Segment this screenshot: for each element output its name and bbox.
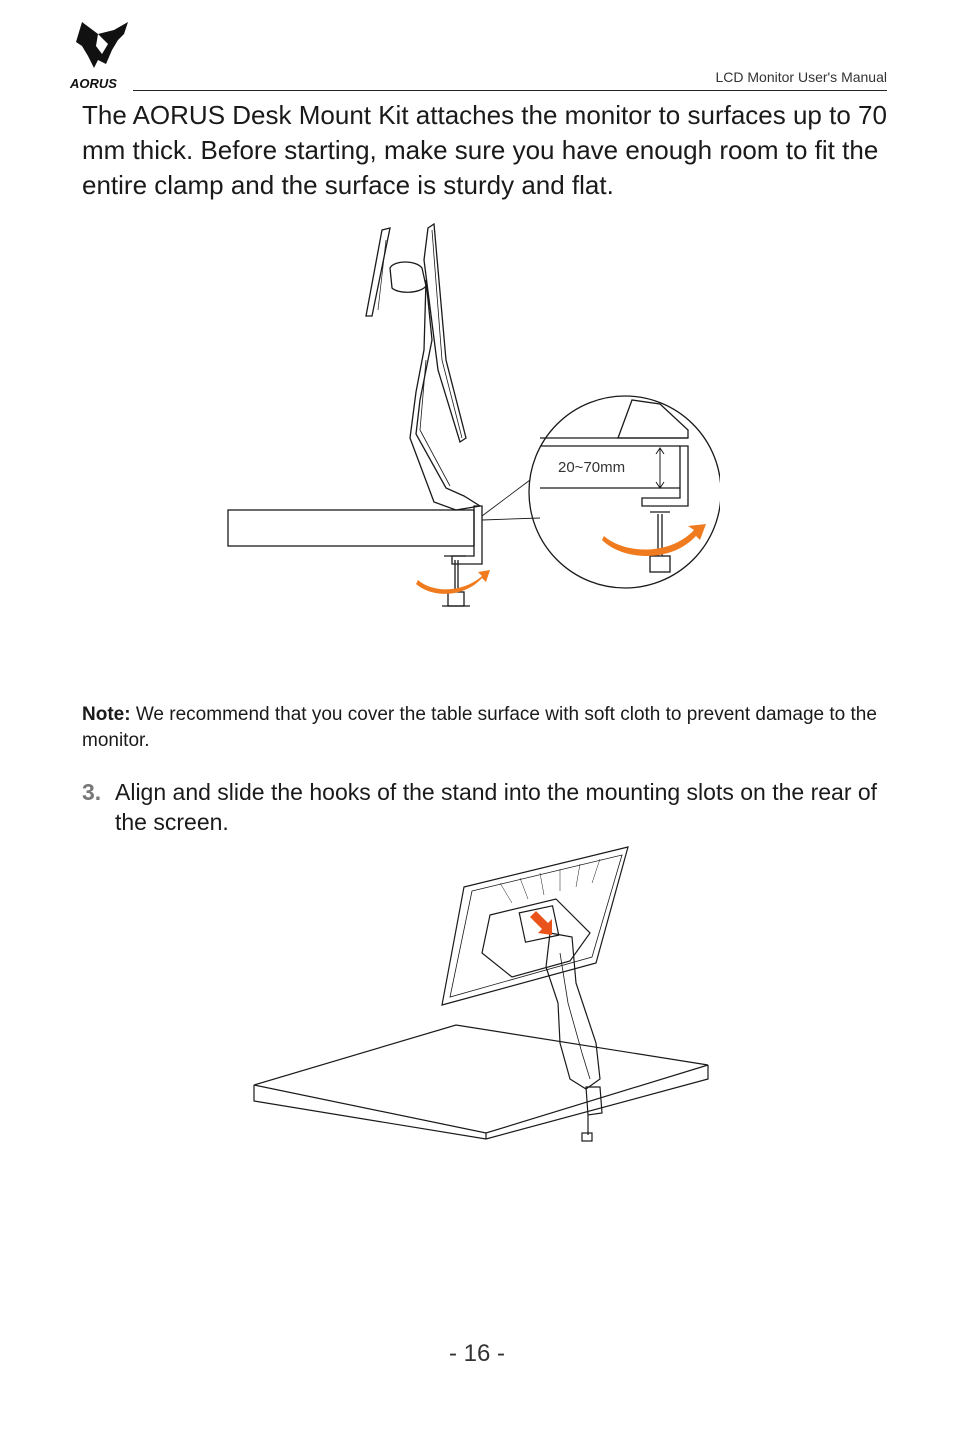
monitor-mount-isometric-figure	[250, 843, 710, 1143]
note-text: We recommend that you cover the table surface with soft cloth to prevent damage to the monitor.	[82, 704, 877, 751]
clamp-body	[452, 506, 482, 564]
clamp-knob	[448, 592, 464, 606]
clamp-side-view-figure	[220, 220, 720, 620]
detail-view	[540, 400, 706, 572]
rear-housing	[482, 899, 590, 977]
desk-slab	[254, 1025, 708, 1133]
step-number: 3.	[82, 779, 102, 805]
rotation-arrow	[416, 570, 490, 594]
detail-rotation-arrow	[602, 524, 706, 556]
hinge	[390, 262, 426, 292]
monitor-side	[424, 224, 466, 442]
monitor-back	[442, 847, 628, 1005]
intro-paragraph: The AORUS Desk Mount Kit attaches the monitor to surfaces up to 70 mm thick. Before starting, make sure you have enough room to fit the entire clamp and the surface is sturdy and flat.	[82, 100, 887, 200]
page-number: - 16 -	[448, 1340, 505, 1367]
step-text: Align and slide the hooks of the stand into the mounting slots on the rear of the screen.	[115, 779, 878, 835]
note-label: Note:	[82, 704, 131, 725]
slide-arrow	[530, 911, 552, 935]
detail-circle	[529, 396, 720, 588]
note-paragraph	[82, 702, 902, 754]
clamp-knob	[582, 1133, 592, 1141]
manual-title: LCD Monitor User's Manual	[715, 69, 887, 85]
aorus-wordmark	[69, 76, 117, 91]
desk-surface	[228, 510, 474, 546]
aorus-logo-icon	[68, 20, 134, 92]
svg-text:AORUS: AORUS	[70, 76, 117, 91]
header-rule	[133, 90, 887, 91]
vesa-plate	[366, 228, 390, 316]
thickness-label: 20~70mm	[558, 459, 626, 476]
